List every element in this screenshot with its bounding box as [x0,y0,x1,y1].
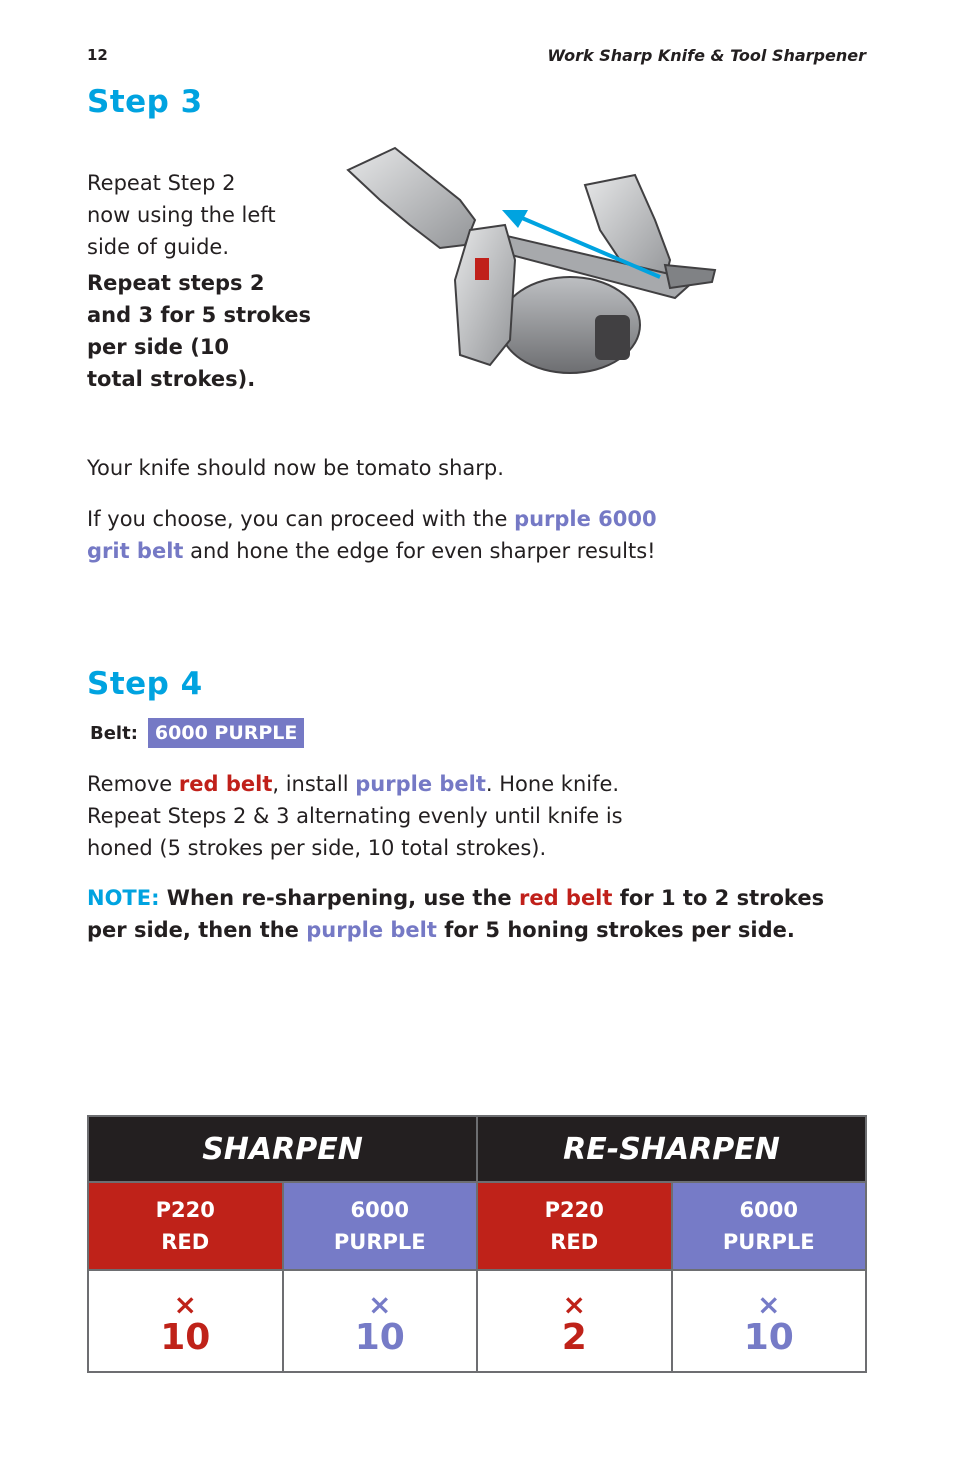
belt-cell [672,1182,867,1270]
stroke-count: 2 [561,1317,587,1358]
stroke-count: 10 [743,1317,794,1358]
text-span: When re-sharpening, use the [159,886,519,910]
step4-line: Repeat Steps 2 & 3 alternating evenly until knife is [87,804,623,828]
count-cell [477,1270,672,1372]
stroke-count: 10 [160,1317,211,1358]
text-span: per side, then the [87,918,307,942]
step4-title: Step 4 [87,666,203,702]
belt-cell [88,1182,283,1270]
step3-line: now using the left [87,203,276,227]
purple-belt-highlight: purple belt [306,918,437,942]
resharpen-header: RE-SHARPEN [477,1116,866,1182]
purple-belt-highlight: purple 6000 [514,507,657,531]
belt-row [90,718,304,748]
belt-grit: 6000 [739,1198,798,1222]
text-span: . Hone knife. [485,772,620,796]
text-span: , install [272,772,356,796]
step4-line: honed (5 strokes per side, 10 total strokes). [87,836,547,860]
stroke-count: 10 [354,1317,405,1358]
note [87,882,824,946]
belt-color: RED [161,1230,210,1254]
belt-grit: 6000 [350,1198,409,1222]
belt-badge: 6000 PURPLE [148,718,305,748]
step4-line [87,768,623,800]
step3-line: side of guide. [87,235,230,259]
belt-cell [283,1182,478,1270]
step3-bold-instructions [87,267,311,395]
count-cell [88,1270,283,1372]
count-cell [672,1270,867,1372]
proceed-prefix: If you choose, you can proceed with the [87,507,515,531]
note-label: NOTE: [87,886,160,910]
step3-bold-line: Repeat steps 2 [87,271,265,295]
page-number: 12 [87,46,108,64]
step3-title: Step 3 [87,84,203,120]
text-span: for 1 to 2 strokes [612,886,825,910]
step3-bold-line: per side (10 [87,335,230,359]
belt-grit: P220 [155,1198,215,1222]
document-title: Work Sharp Knife & Tool Sharpener [547,46,866,65]
table-row [88,1270,866,1372]
note-line [87,914,824,946]
times-icon: × [757,1288,781,1321]
times-icon: × [562,1288,586,1321]
count-cell [283,1270,478,1372]
text-span: Remove [87,772,179,796]
belt-cell [477,1182,672,1270]
times-icon: × [368,1288,392,1321]
belt-grit: P220 [544,1198,604,1222]
step4-instructions [87,768,623,864]
belt-label: Belt: [90,722,138,744]
times-icon: × [173,1288,197,1321]
red-belt-highlight: red belt [178,772,273,796]
proceed-text [87,503,707,567]
proceed-suffix: and hone the edge for even sharper results! [183,539,656,563]
step3-bold-line: and 3 for 5 strokes [87,303,312,327]
stroke-table [87,1115,867,1373]
belt-color: RED [550,1230,599,1254]
text-span: for 5 honing strokes per side. [436,918,795,942]
table-header-row [88,1116,866,1182]
step3-instructions [87,167,276,263]
table-row [88,1182,866,1270]
step3-bold-line: total strokes). [87,367,256,391]
sharpener-illustration [340,140,725,390]
result-text: Your knife should now be tomato sharp. [87,456,504,480]
belt-color: PURPLE [333,1230,426,1254]
purple-belt-highlight: purple belt [355,772,486,796]
sharpen-header: SHARPEN [88,1116,477,1182]
belt-color: PURPLE [722,1230,815,1254]
note-line [87,882,824,914]
red-belt-highlight: red belt [518,886,613,910]
purple-belt-highlight: grit belt [87,539,184,563]
step3-line: Repeat Step 2 [87,171,236,195]
